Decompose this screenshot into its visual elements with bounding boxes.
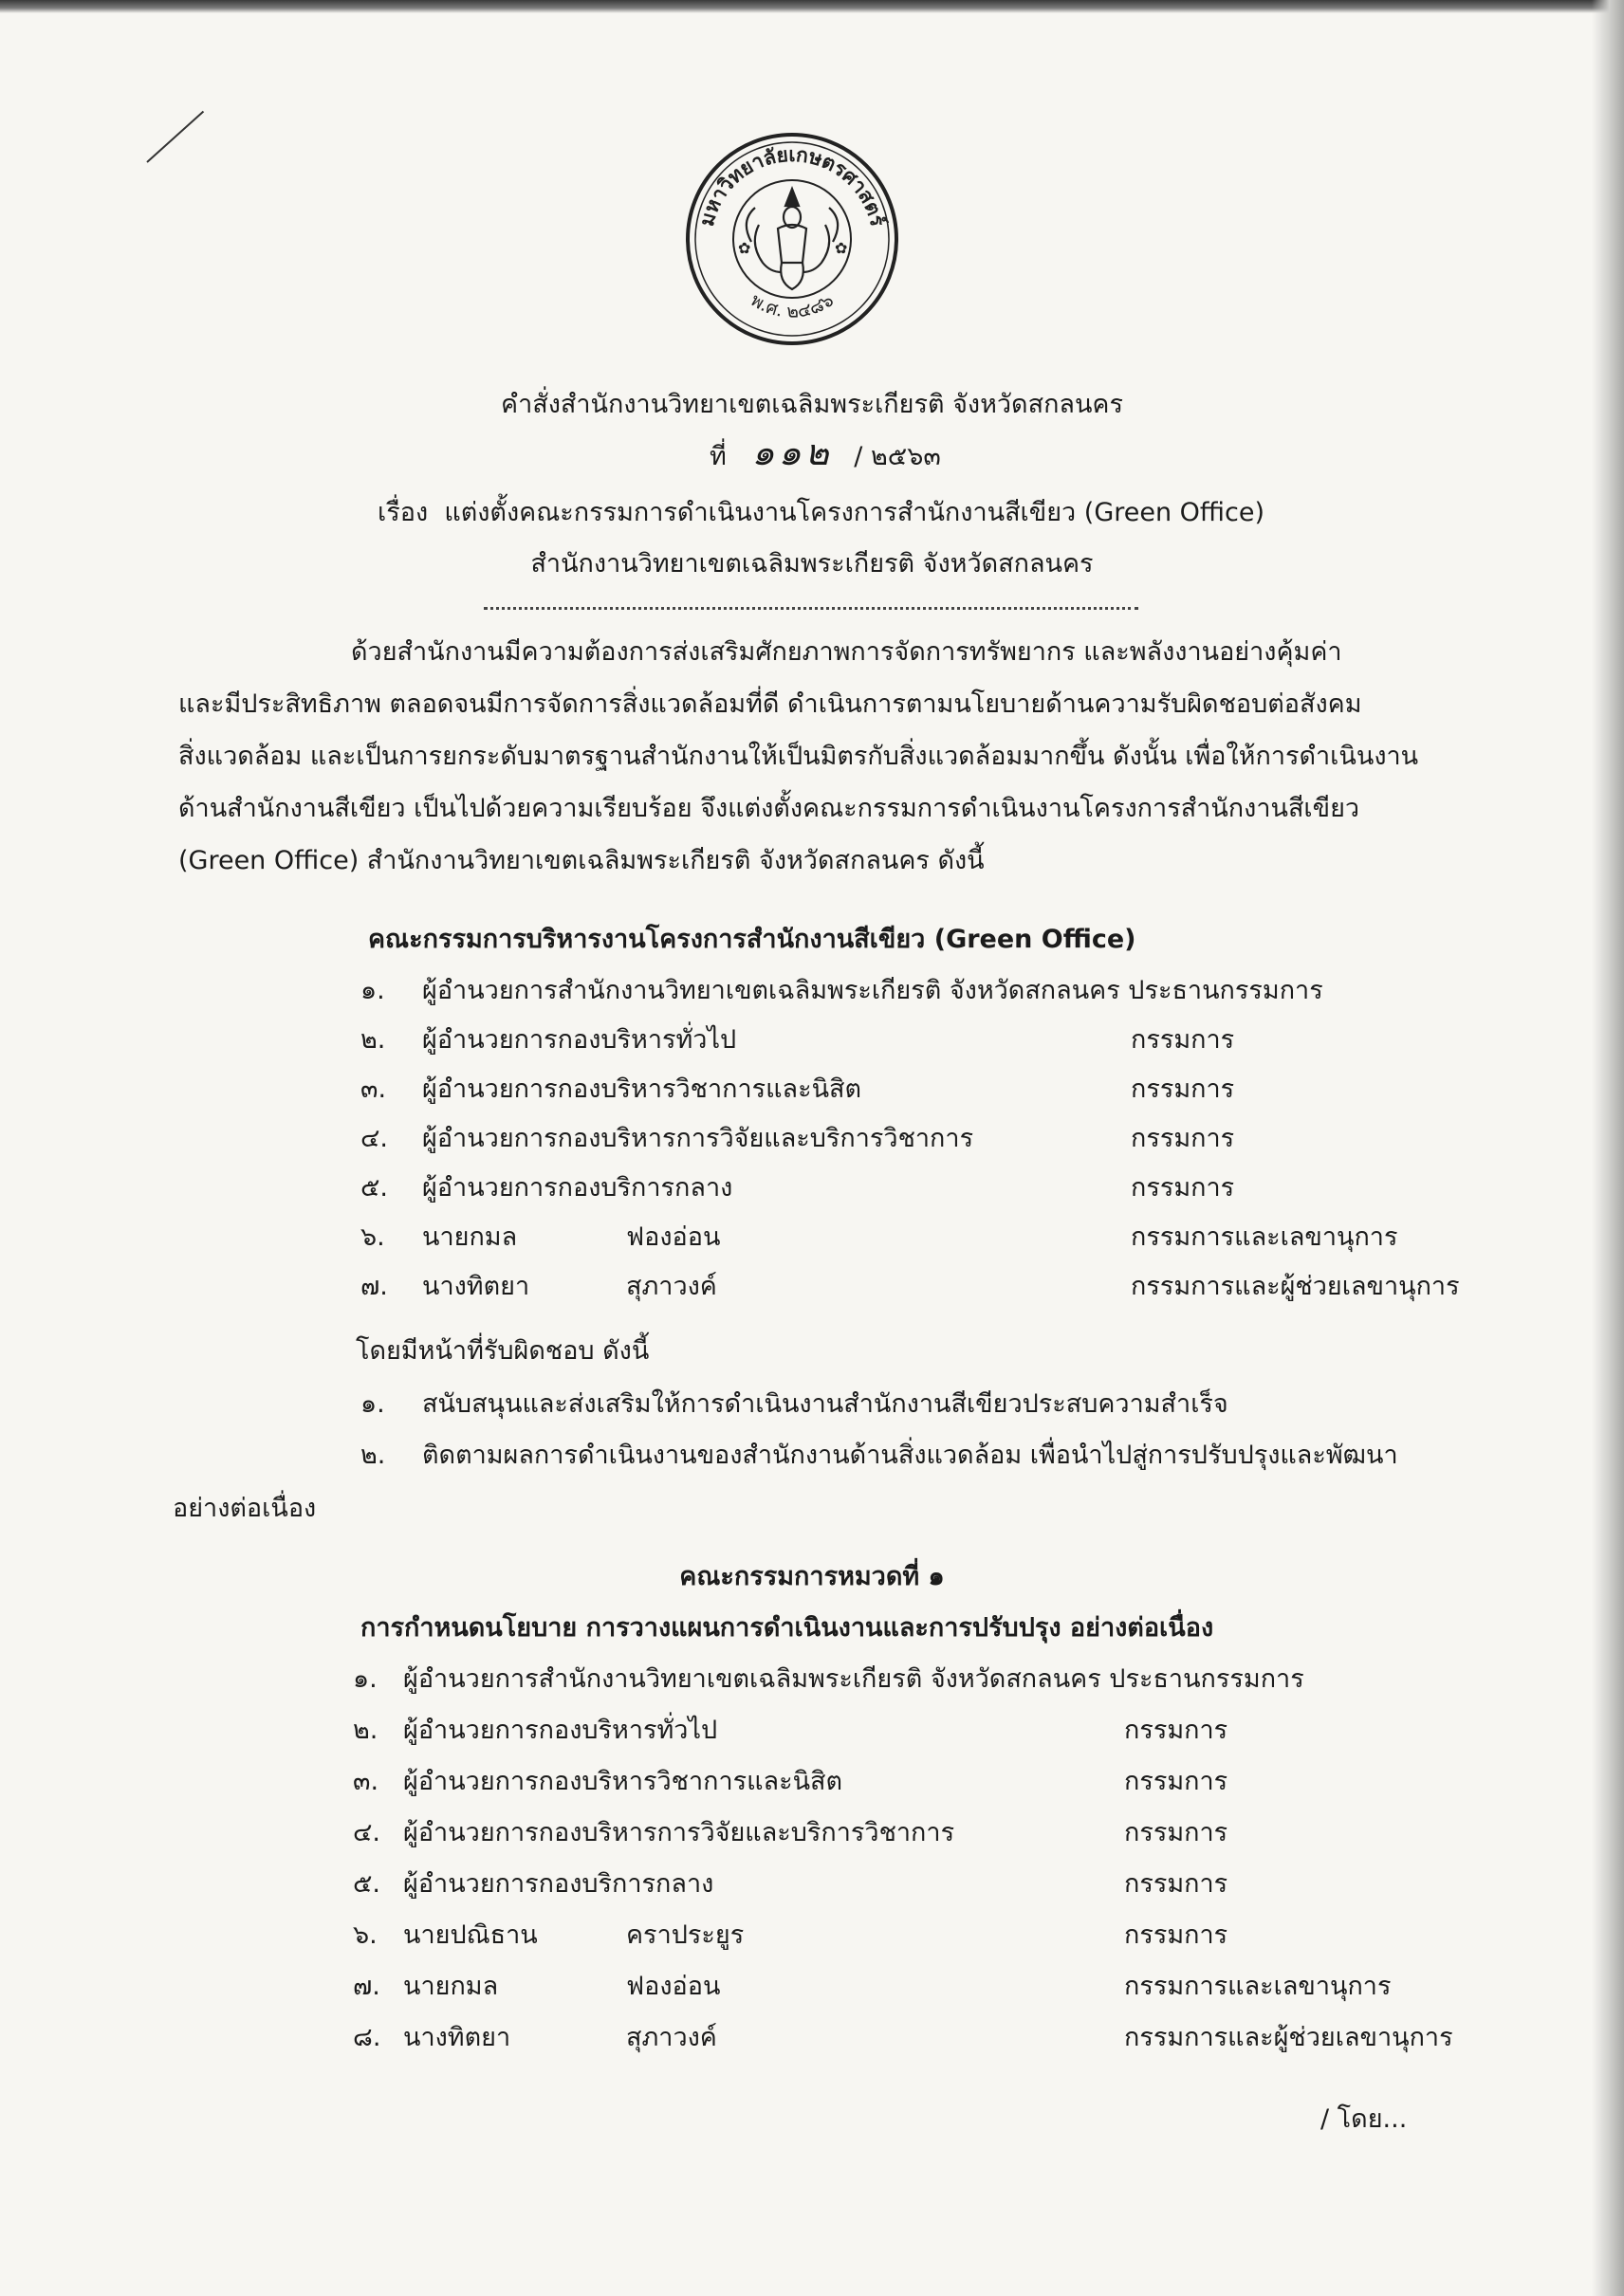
handwritten-tick-mark bbox=[146, 111, 204, 163]
member-name: ผู้อำนวยการกองบริหารทั่วไป bbox=[422, 1025, 737, 1055]
member-role: กรรมการ bbox=[1131, 1075, 1235, 1104]
member-role: กรรมการและเลขานุการ bbox=[1124, 1972, 1392, 2001]
page-continuation: / โดย... bbox=[1320, 2104, 1408, 2134]
subject-line-1: แต่งตั้งคณะกรรมการดำเนินงานโครงการสำนักงานสีเขียว (Green Office) bbox=[444, 498, 1265, 527]
member-role: กรรมการ bbox=[1131, 1025, 1235, 1055]
order-number-prefix: ที่ bbox=[710, 442, 727, 471]
svg-text:✿: ✿ bbox=[738, 239, 751, 257]
member-role: กรรมการ bbox=[1124, 1920, 1228, 1950]
member-number: ๗. bbox=[360, 1272, 388, 1301]
member-number: ๘. bbox=[353, 2023, 381, 2052]
member-role: กรรมการและผู้ช่วยเลขานุการ bbox=[1124, 2023, 1453, 2052]
member-number: ๑. bbox=[360, 976, 385, 1005]
scan-shadow-right bbox=[1592, 0, 1624, 2296]
member-role: กรรมการ bbox=[1124, 1716, 1228, 1745]
member-name: ผู้อำนวยการสำนักงานวิทยาเขตเฉลิมพระเกียรติ จังหวัดสกลนคร ประธานกรรมการ bbox=[422, 976, 1323, 1005]
member-name: ผู้อำนวยการกองบริหารการวิจัยและบริการวิชาการ bbox=[403, 1818, 955, 1847]
member-name: ผู้อำนวยการกองบริหารวิชาการและนิสิต bbox=[422, 1075, 862, 1104]
committee-admin-heading: คณะกรรมการบริหารงานโครงการสำนักงานสีเขียว (Green Office) bbox=[368, 925, 1136, 954]
seal-top-text: มหาวิทยาลัยเกษตรศาสตร์ bbox=[694, 142, 890, 230]
member-role: กรรมการและเลขานุการ bbox=[1131, 1222, 1398, 1252]
intro-line: สิ่งแวดล้อม และเป็นการยกระดับมาตรฐานสำนักงานให้เป็นมิตรกับสิ่งแวดล้อมมากขึ้น ดังนั้น เพื่อให้การดำเนินงาน bbox=[178, 742, 1419, 771]
subject-label: เรื่อง bbox=[378, 498, 429, 527]
member-number: ๖. bbox=[360, 1222, 385, 1252]
order-number-year: / ๒๕๖๓ bbox=[854, 442, 941, 471]
intro-line: ด้านสำนักงานสีเขียว เป็นไปด้วยความเรียบร้อย จึงแต่งตั้งคณะกรรมการดำเนินงานโครงการสำนักงานสีเขียว bbox=[178, 794, 1360, 823]
duty-number: ๑. bbox=[360, 1389, 385, 1419]
intro-paragraph bbox=[178, 626, 1468, 887]
member-role: กรรมการและผู้ช่วยเลขานุการ bbox=[1131, 1272, 1460, 1301]
member-name: นางทิตยา bbox=[422, 1272, 530, 1301]
member-name: นายกมล bbox=[422, 1222, 518, 1252]
order-number bbox=[710, 423, 941, 481]
member-surname: ฟองอ่อน bbox=[626, 1222, 721, 1252]
member-name: นายกมล bbox=[403, 1972, 499, 2001]
committee-group1-subheading: การกำหนดนโยบาย การวางแผนการดำเนินงานและการปรับปรุง อย่างต่อเนื่อง bbox=[360, 1613, 1214, 1643]
member-number: ๖. bbox=[353, 1920, 378, 1950]
member-role: กรรมการ bbox=[1124, 1818, 1228, 1847]
member-name: ผู้อำนวยการกองบริการกลาง bbox=[422, 1173, 733, 1203]
member-name: ผู้อำนวยการกองบริหารวิชาการและนิสิต bbox=[403, 1767, 843, 1796]
member-number: ๓. bbox=[360, 1075, 387, 1104]
member-surname: คราประยูร bbox=[626, 1920, 745, 1950]
duty-number: ๒. bbox=[360, 1441, 386, 1470]
member-number: ๗. bbox=[353, 1972, 380, 2001]
member-role: กรรมการ bbox=[1131, 1173, 1235, 1203]
order-subject bbox=[378, 491, 1264, 532]
duty-text: สนับสนุนและส่งเสริมให้การดำเนินงานสำนักงานสีเขียวประสบความสำเร็จ bbox=[422, 1389, 1228, 1419]
member-surname: สุภาวงค์ bbox=[626, 1272, 717, 1301]
order-number-value: ๑๑๒ bbox=[751, 432, 833, 473]
member-name: นายปณิธาน bbox=[403, 1920, 538, 1950]
member-number: ๕. bbox=[353, 1869, 381, 1899]
duty-text: ติดตามผลการดำเนินงานของสำนักงานด้านสิ่งแวดล้อม เพื่อนำไปสู่การปรับปรุงและพัฒนา bbox=[422, 1441, 1398, 1470]
intro-line: และมีประสิทธิภาพ ตลอดจนมีการจัดการสิ่งแวดล้อมที่ดี ดำเนินการตามนโยบายด้านความรับผิดชอบต่อสังคม bbox=[178, 689, 1362, 719]
order-title: คำสั่งสำนักงานวิทยาเขตเฉลิมพระเกียรติ จังหวัดสกลนคร bbox=[501, 390, 1123, 419]
member-number: ๔. bbox=[360, 1124, 389, 1153]
member-number: ๒. bbox=[360, 1025, 386, 1055]
member-number: ๑. bbox=[353, 1664, 378, 1694]
member-number: ๒. bbox=[353, 1716, 378, 1745]
committee-group1-heading: คณะกรรมการหมวดที่ ๑ bbox=[679, 1562, 945, 1591]
header-divider bbox=[484, 607, 1138, 610]
duties-continuation: อย่างต่อเนื่อง bbox=[173, 1494, 317, 1523]
member-role: กรรมการ bbox=[1131, 1124, 1235, 1153]
member-number: ๕. bbox=[360, 1173, 389, 1203]
intro-line: ด้วยสำนักงานมีความต้องการส่งเสริมศักยภาพการจัดการทรัพยากร และพลังงานอย่างคุ้มค่า bbox=[351, 637, 1342, 667]
member-name: ผู้อำนวยการกองบริการกลาง bbox=[403, 1869, 714, 1899]
member-name: ผู้อำนวยการกองบริหารการวิจัยและบริการวิชาการ bbox=[422, 1124, 974, 1153]
university-seal-icon bbox=[683, 130, 901, 348]
member-name: ผู้อำนวยการสำนักงานวิทยาเขตเฉลิมพระเกียรติ จังหวัดสกลนคร ประธานกรรมการ bbox=[403, 1664, 1304, 1694]
intro-line: (Green Office) สำนักงานวิทยาเขตเฉลิมพระเกียรติ จังหวัดสกลนคร ดังนี้ bbox=[178, 846, 985, 875]
member-number: ๓. bbox=[353, 1767, 379, 1796]
member-surname: ฟองอ่อน bbox=[626, 1972, 721, 2001]
seal-bottom-text: พ.ศ. ๒๔๘๖ bbox=[747, 289, 838, 322]
member-role: กรรมการ bbox=[1124, 1767, 1228, 1796]
member-surname: สุภาวงค์ bbox=[626, 2023, 717, 2052]
scan-shadow-top bbox=[0, 0, 1624, 13]
member-name: นางทิตยา bbox=[403, 2023, 511, 2052]
member-number: ๔. bbox=[353, 1818, 381, 1847]
duties-heading: โดยมีหน้าที่รับผิดชอบ ดังนี้ bbox=[356, 1336, 650, 1366]
member-name: ผู้อำนวยการกองบริหารทั่วไป bbox=[403, 1716, 718, 1745]
svg-text:✿: ✿ bbox=[835, 239, 848, 257]
member-role: กรรมการ bbox=[1124, 1869, 1228, 1899]
subject-line-2: สำนักงานวิทยาเขตเฉลิมพระเกียรติ จังหวัดสกลนคร bbox=[530, 549, 1094, 579]
